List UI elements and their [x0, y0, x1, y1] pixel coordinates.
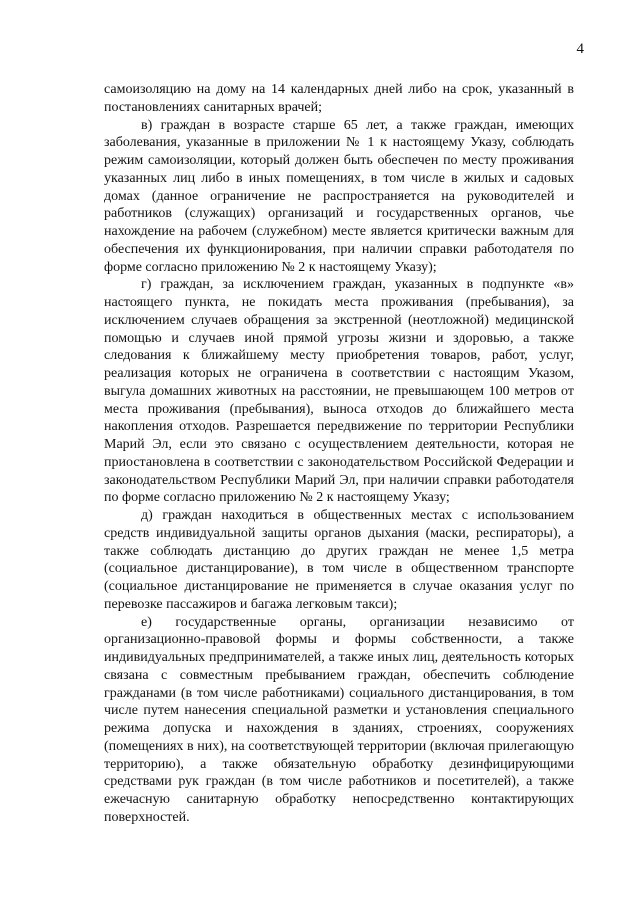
page-number: 4 [576, 41, 584, 57]
paragraph-continuation: самоизоляцию на дому на 14 календарных дней либо на срок, указанный в постановлениях санитарных врачей; [104, 82, 574, 115]
document-body [104, 81, 574, 827]
paragraph-item-e: е) государственные органы, организации независимо от организационно-правовой формы и формы собственности, а также индивидуальных предпринимателей, а также иных лиц, деятельность которых связана с совместным пребыванием граждан, обеспечить соблюдение гражданами (в том числе работниками) социального дистанцирования, в том числе путем нанесения специальной разметки и установления специального режима допуска и нахождения в зданиях, строениях, сооружениях (помещениях в них), на соответствующей территории (включая прилегающую территорию), а также обязательную обработку дезинфицирующими средствами рук граждан (в том числе работников и посетителей), а также ежечасную санитарную обработку непосредственно контактирующих поверхностей. [104, 614, 574, 825]
paragraph-item-d: д) граждан находиться в общественных местах с использованием средств индивидуальной защиты органов дыхания (маски, респираторы), а также соблюдать дистанцию до других граждан не менее 1,5 метра (социальное дистанцирование), в том числе в общественном транспорте (социальное дистанцирование не применяется в случае оказания услуг по перевозке пассажиров и багажа легковым такси); [104, 508, 574, 612]
paragraph-item-v: в) граждан в возрасте старше 65 лет, а также граждан, имеющих заболевания, указанные в приложении № 1 к настоящему Указу, соблюдать режим самоизоляции, который должен быть обеспечен по месту проживания указанных лиц либо в иных помещениях, в том числе в жилых и садовых домах (данное ограничение не распространяется на руководителей и работников (служащих) организаций и государственных органов, чье нахождение на рабочем (служебном) месте является критически важным для обеспечения их функционирования, при наличии справки работодателя по форме согласно приложению № 2 к настоящему Указу); [104, 117, 574, 275]
paragraph-item-g: г) граждан, за исключением граждан, указанных в подпункте «в» настоящего пункта, не покидать места проживания (пребывания), за исключением случаев обращения за экстренной (неотложной) медицинской помощью и случаев иной прямой угрозы жизни и здоровью, а также следования к ближайшему месту приобретения товаров, работ, услуг, реализация которых не ограничена в соответствии с настоящим Указом, выгула домашних животных на расстоянии, не превышающем 100 метров от места проживания (пребывания), выноса отходов до ближайшего места накопления отходов. Разрешается передвижение по территории Республики Марий Эл, если это связано с осуществлением деятельности, которая не приостановлена в соответствии с законодательством Российской Федерации и законодательством Республики Марий Эл, при наличии справки работодателя по форме согласно приложению № 2 к настоящему Указу; [104, 277, 574, 506]
